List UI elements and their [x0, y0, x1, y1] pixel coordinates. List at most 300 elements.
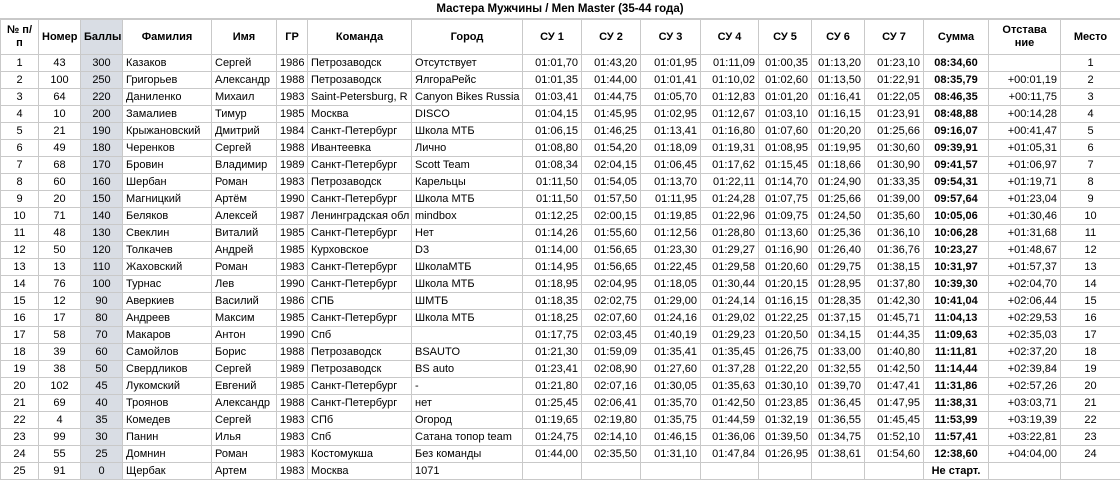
cell-su4[interactable]: 01:42,50 — [701, 395, 759, 412]
cell-number[interactable]: 91 — [39, 463, 81, 480]
cell-num[interactable]: 13 — [1, 259, 39, 276]
cell-num[interactable]: 1 — [1, 55, 39, 72]
cell-name[interactable]: Максим — [212, 310, 277, 327]
cell-gap[interactable]: +03:03,71 — [989, 395, 1061, 412]
cell-su2[interactable]: 01:44,75 — [582, 89, 641, 106]
cell-number[interactable]: 69 — [39, 395, 81, 412]
cell-su1[interactable]: 01:11,50 — [523, 174, 582, 191]
cell-su5[interactable]: 01:16,15 — [759, 293, 812, 310]
cell-number[interactable]: 102 — [39, 378, 81, 395]
cell-team[interactable]: Санкт-Петербург — [308, 259, 412, 276]
cell-points[interactable]: 150 — [81, 191, 123, 208]
cell-su1[interactable]: 01:19,65 — [523, 412, 582, 429]
cell-year[interactable]: 1990 — [277, 276, 308, 293]
cell-gap[interactable]: +01:19,71 — [989, 174, 1061, 191]
cell-su4[interactable]: 01:28,80 — [701, 225, 759, 242]
cell-su5[interactable]: 01:26,75 — [759, 344, 812, 361]
cell-points[interactable]: 170 — [81, 157, 123, 174]
cell-num[interactable]: 25 — [1, 463, 39, 480]
cell-surname[interactable]: Даниленко — [123, 89, 212, 106]
cell-num[interactable]: 14 — [1, 276, 39, 293]
cell-sum[interactable]: 11:38,31 — [924, 395, 989, 412]
cell-number[interactable]: 68 — [39, 157, 81, 174]
cell-surname[interactable]: Панин — [123, 429, 212, 446]
cell-su2[interactable]: 02:07,60 — [582, 310, 641, 327]
cell-city[interactable]: - — [412, 378, 523, 395]
cell-name[interactable]: Сергей — [212, 55, 277, 72]
cell-number[interactable]: 39 — [39, 344, 81, 361]
cell-city[interactable]: BS auto — [412, 361, 523, 378]
cell-su7[interactable]: 01:35,60 — [865, 208, 924, 225]
cell-points[interactable]: 80 — [81, 310, 123, 327]
cell-surname[interactable]: Лукомский — [123, 378, 212, 395]
cell-su2[interactable] — [582, 463, 641, 480]
header-gap[interactable]: Отстава ние — [989, 20, 1061, 55]
cell-place[interactable]: 8 — [1061, 174, 1120, 191]
cell-team[interactable]: Санкт-Петербург — [308, 310, 412, 327]
cell-sum[interactable]: 10:41,04 — [924, 293, 989, 310]
cell-su2[interactable]: 01:55,60 — [582, 225, 641, 242]
cell-su1[interactable] — [523, 463, 582, 480]
cell-su7[interactable]: 01:44,35 — [865, 327, 924, 344]
cell-sum[interactable]: 10:23,27 — [924, 242, 989, 259]
cell-su2[interactable]: 02:35,50 — [582, 446, 641, 463]
cell-year[interactable]: 1985 — [277, 310, 308, 327]
cell-name[interactable]: Лев — [212, 276, 277, 293]
cell-points[interactable]: 45 — [81, 378, 123, 395]
cell-sum[interactable]: 12:38,60 — [924, 446, 989, 463]
cell-su2[interactable]: 02:19,80 — [582, 412, 641, 429]
cell-place[interactable]: 3 — [1061, 89, 1120, 106]
cell-points[interactable]: 50 — [81, 361, 123, 378]
cell-number[interactable]: 38 — [39, 361, 81, 378]
cell-city[interactable]: Карельцы — [412, 174, 523, 191]
cell-team[interactable]: Санкт-Петербург — [308, 276, 412, 293]
cell-num[interactable]: 12 — [1, 242, 39, 259]
cell-su7[interactable]: 01:30,60 — [865, 140, 924, 157]
cell-su3[interactable]: 01:40,19 — [641, 327, 701, 344]
cell-gap[interactable]: +02:37,20 — [989, 344, 1061, 361]
cell-place[interactable]: 22 — [1061, 412, 1120, 429]
cell-su2[interactable]: 02:08,90 — [582, 361, 641, 378]
cell-points[interactable]: 110 — [81, 259, 123, 276]
cell-surname[interactable]: Комедев — [123, 412, 212, 429]
cell-su6[interactable]: 01:13,20 — [812, 55, 865, 72]
cell-gap[interactable]: +02:04,70 — [989, 276, 1061, 293]
cell-su7[interactable] — [865, 463, 924, 480]
cell-su4[interactable]: 01:30,44 — [701, 276, 759, 293]
cell-num[interactable]: 21 — [1, 395, 39, 412]
cell-su6[interactable]: 01:24,90 — [812, 174, 865, 191]
cell-place[interactable]: 6 — [1061, 140, 1120, 157]
cell-sum[interactable]: 10:05,06 — [924, 208, 989, 225]
cell-su6[interactable]: 01:36,45 — [812, 395, 865, 412]
cell-su5[interactable]: 01:02,60 — [759, 72, 812, 89]
cell-su6[interactable]: 01:26,40 — [812, 242, 865, 259]
cell-su1[interactable]: 01:01,70 — [523, 55, 582, 72]
cell-points[interactable]: 190 — [81, 123, 123, 140]
cell-name[interactable]: Евгений — [212, 378, 277, 395]
cell-gap[interactable]: +02:39,84 — [989, 361, 1061, 378]
cell-gap[interactable] — [989, 55, 1061, 72]
header-su3[interactable]: СУ 3 — [641, 20, 701, 55]
cell-year[interactable]: 1983 — [277, 412, 308, 429]
cell-su1[interactable]: 01:44,00 — [523, 446, 582, 463]
cell-points[interactable]: 100 — [81, 276, 123, 293]
header-num[interactable]: № п/п — [1, 20, 39, 55]
cell-su2[interactable]: 02:00,15 — [582, 208, 641, 225]
header-su6[interactable]: СУ 6 — [812, 20, 865, 55]
cell-team[interactable]: Санкт-Петербург — [308, 157, 412, 174]
cell-sum[interactable]: 08:35,79 — [924, 72, 989, 89]
cell-place[interactable]: 4 — [1061, 106, 1120, 123]
cell-su3[interactable]: 01:35,75 — [641, 412, 701, 429]
cell-place[interactable]: 23 — [1061, 429, 1120, 446]
cell-year[interactable]: 1986 — [277, 293, 308, 310]
cell-gap[interactable]: +01:48,67 — [989, 242, 1061, 259]
cell-city[interactable]: D3 — [412, 242, 523, 259]
cell-surname[interactable]: Домнин — [123, 446, 212, 463]
cell-gap[interactable]: +00:01,19 — [989, 72, 1061, 89]
cell-su1[interactable]: 01:08,34 — [523, 157, 582, 174]
cell-su3[interactable]: 01:30,05 — [641, 378, 701, 395]
cell-su7[interactable]: 01:47,95 — [865, 395, 924, 412]
cell-points[interactable]: 130 — [81, 225, 123, 242]
cell-su4[interactable]: 01:35,45 — [701, 344, 759, 361]
cell-number[interactable]: 12 — [39, 293, 81, 310]
cell-city[interactable]: mindbox — [412, 208, 523, 225]
cell-su6[interactable]: 01:33,00 — [812, 344, 865, 361]
cell-number[interactable]: 10 — [39, 106, 81, 123]
cell-su6[interactable]: 01:20,20 — [812, 123, 865, 140]
cell-su6[interactable]: 01:25,36 — [812, 225, 865, 242]
cell-su2[interactable]: 01:59,09 — [582, 344, 641, 361]
cell-name[interactable]: Владимир — [212, 157, 277, 174]
header-year[interactable]: ГР — [277, 20, 308, 55]
cell-gap[interactable]: +03:19,39 — [989, 412, 1061, 429]
cell-gap[interactable]: +02:57,26 — [989, 378, 1061, 395]
cell-su3[interactable]: 01:23,30 — [641, 242, 701, 259]
cell-su4[interactable]: 01:22,11 — [701, 174, 759, 191]
cell-num[interactable]: 23 — [1, 429, 39, 446]
cell-city[interactable]: Без команды — [412, 446, 523, 463]
cell-su1[interactable]: 01:06,15 — [523, 123, 582, 140]
cell-place[interactable]: 9 — [1061, 191, 1120, 208]
cell-su6[interactable]: 01:39,70 — [812, 378, 865, 395]
cell-su5[interactable]: 01:26,95 — [759, 446, 812, 463]
cell-place[interactable]: 18 — [1061, 344, 1120, 361]
cell-su5[interactable]: 01:20,60 — [759, 259, 812, 276]
cell-points[interactable]: 40 — [81, 395, 123, 412]
cell-su4[interactable]: 01:47,84 — [701, 446, 759, 463]
cell-su6[interactable]: 01:32,55 — [812, 361, 865, 378]
cell-team[interactable]: Петрозаводск — [308, 344, 412, 361]
cell-name[interactable]: Илья — [212, 429, 277, 446]
cell-su6[interactable]: 01:29,75 — [812, 259, 865, 276]
cell-sum[interactable]: 11:04,13 — [924, 310, 989, 327]
cell-su3[interactable]: 01:01,95 — [641, 55, 701, 72]
cell-year[interactable]: 1986 — [277, 55, 308, 72]
cell-name[interactable]: Дмитрий — [212, 123, 277, 140]
cell-year[interactable]: 1984 — [277, 123, 308, 140]
cell-team[interactable]: Петрозаводск — [308, 55, 412, 72]
cell-su2[interactable]: 02:06,41 — [582, 395, 641, 412]
cell-sum[interactable]: 09:57,64 — [924, 191, 989, 208]
cell-points[interactable]: 60 — [81, 344, 123, 361]
header-points[interactable]: Баллы — [81, 20, 123, 55]
cell-gap[interactable]: +03:22,81 — [989, 429, 1061, 446]
cell-points[interactable]: 35 — [81, 412, 123, 429]
cell-su6[interactable]: 01:24,50 — [812, 208, 865, 225]
header-place[interactable]: Место — [1061, 20, 1120, 55]
cell-number[interactable]: 99 — [39, 429, 81, 446]
cell-surname[interactable]: Беляков — [123, 208, 212, 225]
cell-su7[interactable]: 01:45,45 — [865, 412, 924, 429]
cell-points[interactable]: 200 — [81, 106, 123, 123]
cell-su1[interactable]: 01:04,15 — [523, 106, 582, 123]
cell-city[interactable]: Школа МТБ — [412, 191, 523, 208]
cell-year[interactable]: 1983 — [277, 174, 308, 191]
cell-su2[interactable]: 02:14,10 — [582, 429, 641, 446]
cell-surname[interactable]: Троянов — [123, 395, 212, 412]
cell-surname[interactable]: Аверкиев — [123, 293, 212, 310]
cell-team[interactable]: Ленинградская обл — [308, 208, 412, 225]
cell-year[interactable]: 1983 — [277, 89, 308, 106]
cell-sum[interactable]: 09:41,57 — [924, 157, 989, 174]
cell-su7[interactable]: 01:23,10 — [865, 55, 924, 72]
cell-number[interactable]: 58 — [39, 327, 81, 344]
cell-sum[interactable]: 08:46,35 — [924, 89, 989, 106]
cell-surname[interactable]: Толкачев — [123, 242, 212, 259]
cell-su3[interactable]: 01:05,70 — [641, 89, 701, 106]
cell-gap[interactable]: +01:30,46 — [989, 208, 1061, 225]
cell-name[interactable]: Борис — [212, 344, 277, 361]
cell-su4[interactable]: 01:29,58 — [701, 259, 759, 276]
cell-su6[interactable]: 01:36,55 — [812, 412, 865, 429]
cell-su1[interactable]: 01:18,35 — [523, 293, 582, 310]
cell-su3[interactable]: 01:29,00 — [641, 293, 701, 310]
cell-gap[interactable]: +00:14,28 — [989, 106, 1061, 123]
cell-su4[interactable]: 01:24,28 — [701, 191, 759, 208]
cell-year[interactable]: 1989 — [277, 361, 308, 378]
cell-su1[interactable]: 01:18,25 — [523, 310, 582, 327]
cell-name[interactable]: Роман — [212, 259, 277, 276]
cell-place[interactable]: 10 — [1061, 208, 1120, 225]
cell-su2[interactable]: 01:45,95 — [582, 106, 641, 123]
cell-number[interactable]: 48 — [39, 225, 81, 242]
cell-su5[interactable]: 01:15,45 — [759, 157, 812, 174]
cell-su6[interactable]: 01:37,15 — [812, 310, 865, 327]
cell-num[interactable]: 2 — [1, 72, 39, 89]
cell-su6[interactable]: 01:28,35 — [812, 293, 865, 310]
cell-name[interactable]: Артём — [212, 191, 277, 208]
cell-su3[interactable]: 01:01,41 — [641, 72, 701, 89]
cell-team[interactable]: Санкт-Петербург — [308, 191, 412, 208]
cell-number[interactable]: 76 — [39, 276, 81, 293]
cell-sum[interactable]: 11:31,86 — [924, 378, 989, 395]
cell-num[interactable]: 4 — [1, 106, 39, 123]
cell-su4[interactable]: 01:17,62 — [701, 157, 759, 174]
header-number[interactable]: Номер — [39, 20, 81, 55]
cell-place[interactable]: 7 — [1061, 157, 1120, 174]
cell-city[interactable]: Canyon Bikes Russia — [412, 89, 523, 106]
cell-year[interactable]: 1990 — [277, 327, 308, 344]
cell-gap[interactable]: +04:04,00 — [989, 446, 1061, 463]
cell-su7[interactable]: 01:36,10 — [865, 225, 924, 242]
cell-name[interactable]: Александр — [212, 72, 277, 89]
cell-sum[interactable]: 11:53,99 — [924, 412, 989, 429]
cell-name[interactable]: Сергей — [212, 361, 277, 378]
cell-number[interactable]: 4 — [39, 412, 81, 429]
cell-city[interactable]: Сатана топор team — [412, 429, 523, 446]
cell-su7[interactable]: 01:22,05 — [865, 89, 924, 106]
cell-num[interactable]: 11 — [1, 225, 39, 242]
cell-su1[interactable]: 01:21,30 — [523, 344, 582, 361]
cell-sum[interactable]: 10:31,97 — [924, 259, 989, 276]
cell-gap[interactable]: +01:57,37 — [989, 259, 1061, 276]
cell-place[interactable]: 21 — [1061, 395, 1120, 412]
cell-su4[interactable]: 01:29,02 — [701, 310, 759, 327]
cell-name[interactable]: Роман — [212, 174, 277, 191]
cell-su2[interactable]: 01:56,65 — [582, 259, 641, 276]
cell-team[interactable]: Спб — [308, 327, 412, 344]
cell-place[interactable]: 11 — [1061, 225, 1120, 242]
cell-su3[interactable]: 01:02,95 — [641, 106, 701, 123]
cell-num[interactable]: 10 — [1, 208, 39, 225]
cell-su6[interactable]: 01:34,15 — [812, 327, 865, 344]
cell-surname[interactable]: Бровин — [123, 157, 212, 174]
cell-su7[interactable]: 01:36,76 — [865, 242, 924, 259]
cell-su3[interactable]: 01:27,60 — [641, 361, 701, 378]
cell-number[interactable]: 43 — [39, 55, 81, 72]
cell-su1[interactable]: 01:12,25 — [523, 208, 582, 225]
cell-name[interactable]: Сергей — [212, 412, 277, 429]
cell-su1[interactable]: 01:11,50 — [523, 191, 582, 208]
cell-city[interactable]: ЯлгораРейс — [412, 72, 523, 89]
cell-su6[interactable]: 01:18,66 — [812, 157, 865, 174]
cell-place[interactable] — [1061, 463, 1120, 480]
cell-su4[interactable]: 01:44,59 — [701, 412, 759, 429]
cell-team[interactable]: Петрозаводск — [308, 361, 412, 378]
cell-number[interactable]: 20 — [39, 191, 81, 208]
cell-name[interactable]: Василий — [212, 293, 277, 310]
cell-place[interactable]: 2 — [1061, 72, 1120, 89]
cell-name[interactable]: Михаил — [212, 89, 277, 106]
cell-surname[interactable]: Самойлов — [123, 344, 212, 361]
cell-surname[interactable]: Андреев — [123, 310, 212, 327]
cell-su5[interactable]: 01:13,60 — [759, 225, 812, 242]
cell-su1[interactable]: 01:18,95 — [523, 276, 582, 293]
cell-city[interactable]: ШколаМТБ — [412, 259, 523, 276]
cell-su5[interactable]: 01:01,20 — [759, 89, 812, 106]
cell-num[interactable]: 22 — [1, 412, 39, 429]
cell-surname[interactable]: Казаков — [123, 55, 212, 72]
cell-su6[interactable]: 01:16,41 — [812, 89, 865, 106]
cell-su3[interactable]: 01:22,45 — [641, 259, 701, 276]
cell-su7[interactable]: 01:47,41 — [865, 378, 924, 395]
cell-su3[interactable]: 01:31,10 — [641, 446, 701, 463]
cell-name[interactable]: Александр — [212, 395, 277, 412]
cell-su5[interactable]: 01:07,60 — [759, 123, 812, 140]
cell-su4[interactable]: 01:29,27 — [701, 242, 759, 259]
cell-team[interactable]: СПБ — [308, 293, 412, 310]
cell-num[interactable]: 6 — [1, 140, 39, 157]
cell-number[interactable]: 50 — [39, 242, 81, 259]
cell-num[interactable]: 18 — [1, 344, 39, 361]
cell-su7[interactable]: 01:37,80 — [865, 276, 924, 293]
cell-gap[interactable]: +02:29,53 — [989, 310, 1061, 327]
cell-sum[interactable]: 09:54,31 — [924, 174, 989, 191]
cell-num[interactable]: 19 — [1, 361, 39, 378]
cell-su3[interactable]: 01:18,09 — [641, 140, 701, 157]
cell-team[interactable]: Санкт-Петербург — [308, 123, 412, 140]
cell-su4[interactable]: 01:10,02 — [701, 72, 759, 89]
cell-points[interactable]: 30 — [81, 429, 123, 446]
cell-place[interactable]: 16 — [1061, 310, 1120, 327]
cell-su2[interactable]: 02:07,16 — [582, 378, 641, 395]
cell-su2[interactable]: 01:46,25 — [582, 123, 641, 140]
cell-su3[interactable] — [641, 463, 701, 480]
cell-points[interactable]: 250 — [81, 72, 123, 89]
header-su2[interactable]: СУ 2 — [582, 20, 641, 55]
cell-su1[interactable]: 01:01,35 — [523, 72, 582, 89]
cell-su3[interactable]: 01:06,45 — [641, 157, 701, 174]
cell-su6[interactable]: 01:38,61 — [812, 446, 865, 463]
cell-sum[interactable]: 10:39,30 — [924, 276, 989, 293]
cell-points[interactable]: 70 — [81, 327, 123, 344]
cell-su2[interactable]: 01:43,20 — [582, 55, 641, 72]
cell-su5[interactable]: 01:03,10 — [759, 106, 812, 123]
cell-su7[interactable]: 01:39,00 — [865, 191, 924, 208]
cell-number[interactable]: 13 — [39, 259, 81, 276]
cell-city[interactable]: Нет — [412, 225, 523, 242]
cell-gap[interactable]: +02:06,44 — [989, 293, 1061, 310]
cell-su5[interactable]: 01:14,70 — [759, 174, 812, 191]
cell-team[interactable]: Saint-Petersburg, R — [308, 89, 412, 106]
cell-su6[interactable]: 01:13,50 — [812, 72, 865, 89]
cell-sum[interactable]: 09:39,91 — [924, 140, 989, 157]
cell-gap[interactable]: +01:06,97 — [989, 157, 1061, 174]
cell-su5[interactable]: 01:23,85 — [759, 395, 812, 412]
cell-su4[interactable]: 01:19,31 — [701, 140, 759, 157]
cell-surname[interactable]: Магницкий — [123, 191, 212, 208]
cell-su1[interactable]: 01:14,95 — [523, 259, 582, 276]
cell-team[interactable]: Санкт-Петербург — [308, 378, 412, 395]
cell-su5[interactable]: 01:08,95 — [759, 140, 812, 157]
cell-su1[interactable]: 01:14,26 — [523, 225, 582, 242]
cell-su3[interactable]: 01:13,70 — [641, 174, 701, 191]
cell-su7[interactable]: 01:38,15 — [865, 259, 924, 276]
cell-num[interactable]: 5 — [1, 123, 39, 140]
cell-su4[interactable]: 01:22,96 — [701, 208, 759, 225]
cell-su3[interactable]: 01:19,85 — [641, 208, 701, 225]
cell-sum[interactable]: 08:48,88 — [924, 106, 989, 123]
cell-num[interactable]: 16 — [1, 310, 39, 327]
cell-year[interactable]: 1988 — [277, 344, 308, 361]
cell-year[interactable]: 1985 — [277, 106, 308, 123]
cell-su7[interactable]: 01:52,10 — [865, 429, 924, 446]
cell-su1[interactable]: 01:14,00 — [523, 242, 582, 259]
cell-name[interactable]: Роман — [212, 446, 277, 463]
cell-team[interactable]: Ивантеевка — [308, 140, 412, 157]
cell-team[interactable]: Костомукша — [308, 446, 412, 463]
cell-name[interactable]: Виталий — [212, 225, 277, 242]
cell-num[interactable]: 3 — [1, 89, 39, 106]
cell-place[interactable]: 24 — [1061, 446, 1120, 463]
cell-su4[interactable]: 01:37,28 — [701, 361, 759, 378]
cell-name[interactable]: Антон — [212, 327, 277, 344]
cell-num[interactable]: 7 — [1, 157, 39, 174]
